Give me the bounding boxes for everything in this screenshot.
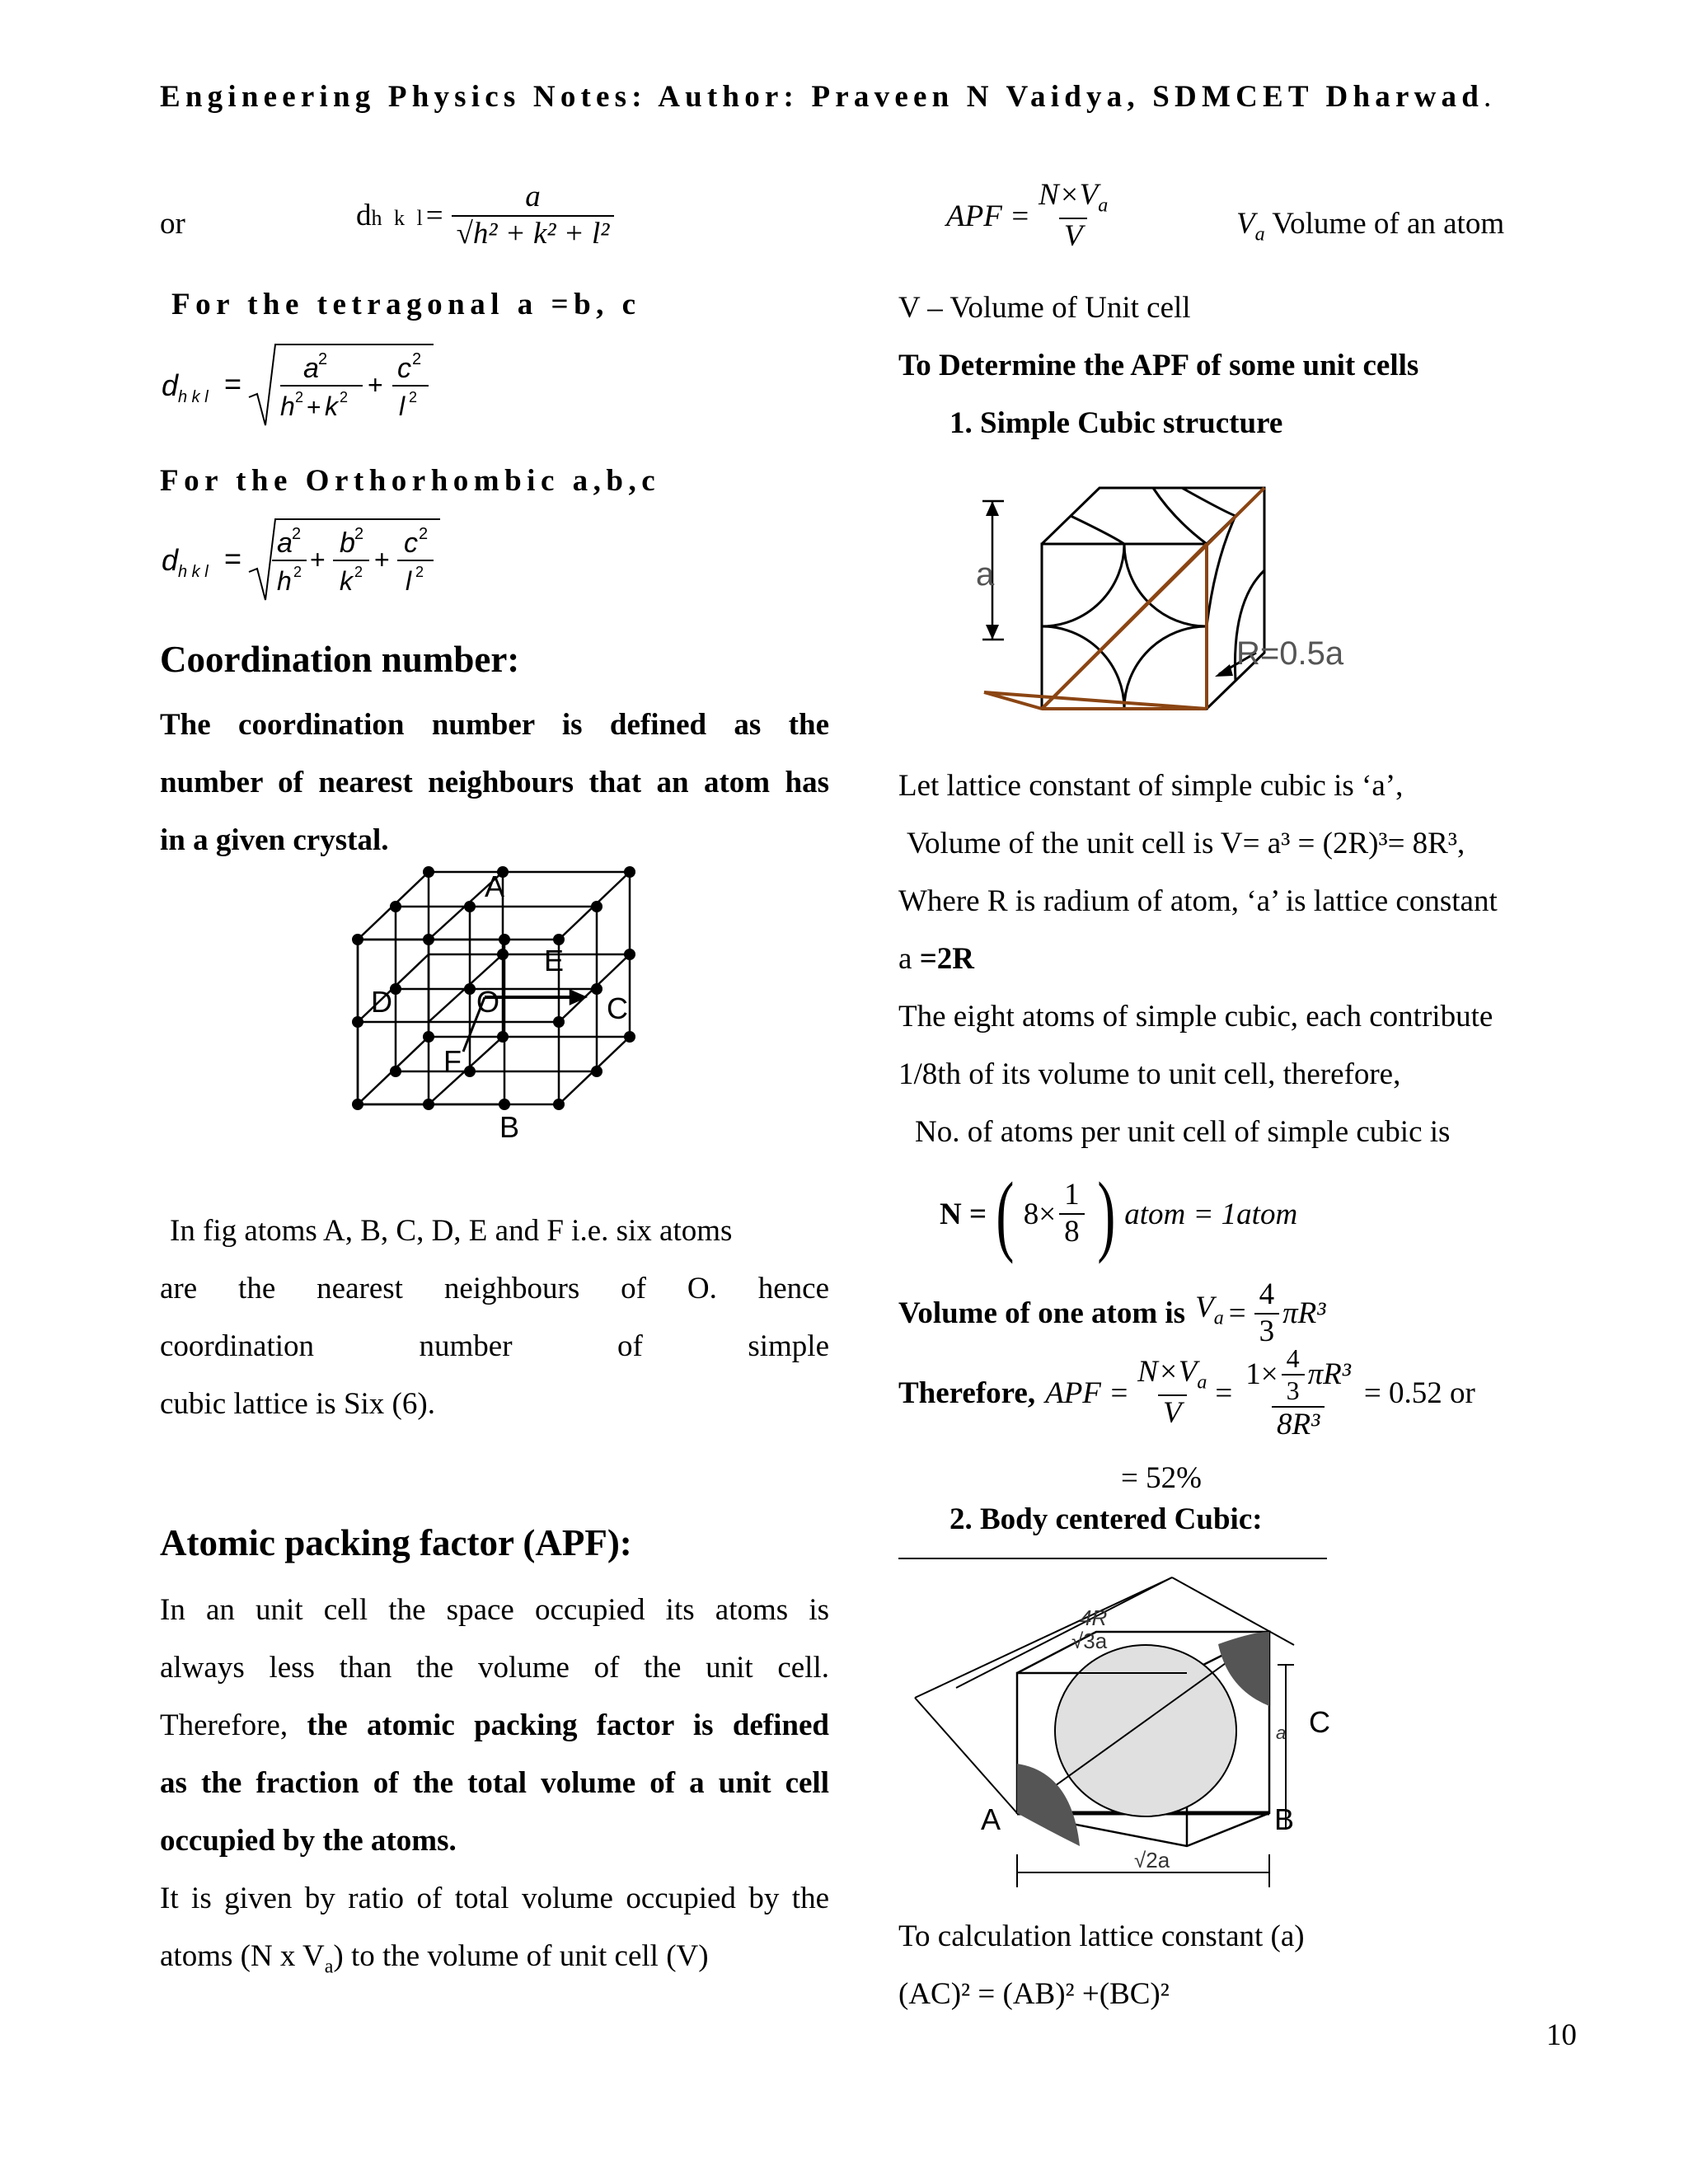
frac1-den-plus: +	[307, 394, 321, 421]
apf-line1: In an unit cell the space occupied its atoms is	[160, 1593, 829, 1627]
apf-heading: Atomic packing factor (APF):	[160, 1522, 632, 1563]
atom	[352, 1016, 363, 1028]
frac-b-den-exp: 2	[354, 564, 363, 580]
label-f: F	[443, 1044, 462, 1078]
n-fraction-den: 8	[1059, 1213, 1085, 1250]
let-line3: Where R is radium of atom, ‘a’ is lattice constant	[898, 884, 1498, 918]
therefore-frac1	[1132, 1355, 1212, 1432]
bcc-divider	[898, 1558, 1327, 1559]
tetragonal-heading: For the tetragonal a =b, c	[171, 288, 641, 321]
cubic-dhkl-fraction	[452, 180, 615, 251]
atom	[423, 1031, 434, 1043]
apf-formula-num: $N\times V_a$	[1039, 178, 1109, 217]
simple-cubic-title: 1. Simple Cubic structure	[950, 406, 1283, 440]
calc-line2: (AC)² = (AB)² +(BC)²	[898, 1977, 1170, 2011]
bcc-center-atom	[1055, 1645, 1236, 1816]
frac-a-num: a	[277, 527, 293, 559]
volume-fraction	[1254, 1277, 1280, 1349]
atom	[497, 1031, 509, 1043]
frac-b-den: k	[340, 566, 353, 596]
atom	[464, 1066, 476, 1077]
determine-heading: To Determine the APF of some unit cells	[898, 349, 1419, 382]
volume-va: $V_a$	[1195, 1291, 1224, 1329]
coordination-heading: Coordination number:	[160, 639, 520, 680]
sc-top-arc-3	[1182, 488, 1236, 516]
calc-line1: To calculation lattice constant (a)	[898, 1919, 1305, 1953]
volume-fraction-num: 4	[1259, 1277, 1275, 1311]
apf-simple-cubic-equation	[898, 1343, 1475, 1442]
let-line1: Let lattice constant of simple cubic is ‘a’,	[898, 769, 1404, 803]
therefore-apf: APF =	[1045, 1376, 1130, 1410]
dhkl-symbol: dh k l=	[356, 199, 443, 233]
simple-cubic-figure	[976, 478, 1388, 733]
n-rhs: atom = 1atom	[1124, 1197, 1298, 1231]
label-a: A	[485, 869, 505, 903]
frac1-den: h	[280, 391, 295, 421]
arrow-to-c-head	[570, 991, 585, 1004]
cubic-dhkl-numerator: a	[525, 180, 541, 213]
apf-line7-b: ) to the volume of unit cell (V)	[333, 1939, 709, 1973]
apf-line3	[160, 1706, 829, 1746]
va-subscript: a	[1254, 223, 1265, 246]
frac1-num: a	[303, 353, 319, 384]
sc-dim-arrow-bottom	[986, 625, 999, 640]
let-line4	[898, 940, 974, 979]
cubic-dhkl-denominator: √h² + k² + l²	[452, 215, 615, 252]
therefore-frac1-den: V	[1158, 1394, 1187, 1432]
label-d: D	[371, 985, 392, 1019]
frac1-den-exp2: 2	[340, 389, 349, 405]
atom	[499, 934, 510, 945]
formula-equals: =	[224, 367, 242, 401]
header-dot: .	[1483, 80, 1497, 114]
formula-equals: =	[224, 541, 242, 575]
sc-arc-br	[1124, 626, 1207, 709]
page-header	[160, 79, 1496, 115]
tetragonal-formula	[157, 340, 453, 430]
atom	[423, 934, 434, 945]
frac-c-num: c	[404, 527, 418, 559]
atom	[499, 1099, 510, 1110]
apf-line4: as the fraction of the total volume of a unit cell	[160, 1766, 829, 1800]
formula-d: d	[162, 368, 179, 402]
sc-radius-arrowhead	[1215, 664, 1233, 677]
volume-equals: =	[1228, 1296, 1246, 1330]
frac-a-den-exp: 2	[293, 564, 302, 580]
frac-c-den-exp: 2	[415, 564, 424, 580]
frac-c-den: l	[406, 566, 412, 596]
frac2-num: c	[397, 353, 411, 384]
bcc-label-4r: 4R	[1080, 1605, 1108, 1630]
let-line4-b: =2R	[919, 942, 974, 976]
apf-line5: occupied by the atoms.	[160, 1824, 457, 1858]
label-b: B	[499, 1110, 520, 1144]
atom	[624, 949, 635, 960]
va-symbol: V	[1236, 207, 1255, 241]
atom	[390, 901, 401, 912]
page-number: 10	[1546, 2018, 1577, 2052]
sc-arc-tl	[1042, 544, 1124, 626]
bcc-title: 2. Body centered Cubic:	[950, 1502, 1263, 1536]
atom	[553, 1016, 565, 1028]
apf-line6: It is given by ratio of total volume occupied by the	[160, 1882, 829, 1915]
left-paren: (	[996, 1164, 1015, 1264]
va-desc-text: Volume of an atom	[1272, 207, 1505, 241]
apf-line7	[160, 1937, 709, 1986]
plus-2: +	[374, 545, 390, 574]
atom	[591, 901, 603, 912]
coord-para-line2: are the nearest neighbours of O. hence	[160, 1272, 829, 1305]
apf-line3-a: Therefore,	[160, 1708, 288, 1742]
apf-line3-b: the atomic packing factor is defined	[307, 1708, 830, 1742]
apf-formula-lhs: APF =	[946, 199, 1031, 233]
orthorhombic-heading: For the Orthorhombic a,b,c	[160, 464, 661, 498]
n-lhs: N =	[940, 1197, 987, 1231]
n-eight-times: 8×	[1023, 1197, 1057, 1231]
therefore-frac2-num: 1× $\frac{4}{3}$ πR³	[1245, 1343, 1351, 1405]
or-label: or	[160, 207, 185, 241]
coord-para-line3: coordination number of simple	[160, 1329, 829, 1363]
header-text: Engineering Physics Notes: Author: Praveen N Vaidya, SDMCET Dharwad	[160, 80, 1484, 114]
let-line4-a: a	[898, 942, 912, 976]
n-fraction	[1059, 1178, 1085, 1249]
volume-one-atom	[898, 1277, 1325, 1349]
bcc-dim-left	[915, 1698, 1017, 1813]
sc-dim-arrow-top	[986, 501, 999, 516]
atom	[591, 983, 603, 995]
formula-d: d	[162, 543, 179, 577]
atom	[390, 1066, 401, 1077]
bcc-label-C: C	[1309, 1705, 1330, 1739]
atom	[553, 1099, 565, 1110]
frac1-den-exp1: 2	[295, 389, 304, 405]
frac-a-exp: 2	[292, 525, 302, 543]
right-paren: )	[1096, 1164, 1115, 1264]
atom	[464, 901, 476, 912]
plus-sign: +	[368, 370, 383, 400]
label-e: E	[544, 944, 565, 977]
formula-d-sub: h k l	[178, 563, 209, 581]
bcc-label-a: a	[1276, 1722, 1287, 1743]
sc-diag-face	[1042, 544, 1207, 709]
atom	[624, 866, 635, 878]
bcc-label-B: B	[1274, 1802, 1295, 1836]
frac2-den-exp: 2	[409, 389, 418, 405]
frac1-num-exp: 2	[318, 350, 328, 368]
atom	[591, 1066, 603, 1077]
let-line2: Volume of the unit cell is V= a³ = (2R)³= 8R³,	[907, 827, 1465, 860]
frac2-den: l	[399, 391, 406, 421]
atom	[352, 1099, 363, 1110]
sc-label-a: a	[976, 556, 995, 593]
therefore-label: Therefore,	[898, 1376, 1036, 1410]
therefore-frac1-num: $N\times V_a$	[1137, 1354, 1207, 1394]
volume-pi-r: πR³	[1282, 1296, 1326, 1330]
atom	[352, 934, 363, 945]
n-fraction-num: 1	[1064, 1178, 1080, 1212]
plus-1: +	[310, 545, 326, 574]
let-line5: The eight atoms of simple cubic, each contribute	[898, 1000, 1493, 1033]
atoms-per-cell-equation	[940, 1164, 1298, 1264]
apf-formula-den: V	[1059, 218, 1088, 255]
bcc-label-r3a: √3a	[1071, 1629, 1108, 1653]
therefore-frac2-den: 8R³	[1272, 1406, 1325, 1443]
frac1-den-k: k	[325, 391, 338, 421]
atom	[423, 1099, 434, 1110]
coord-def-line3: in a given crystal.	[160, 823, 389, 857]
frac-b-num: b	[340, 527, 355, 559]
let-line6: 1/8th of its volume to unit cell, therefore,	[898, 1057, 1401, 1091]
frac-b-exp: 2	[354, 525, 364, 543]
bcc-label-A: A	[981, 1802, 1001, 1836]
apf-formula	[946, 178, 1116, 255]
volume-atom-label: Volume of one atom is	[898, 1296, 1186, 1330]
therefore-result: = 0.52 or	[1363, 1376, 1475, 1410]
therefore-equals: =	[1215, 1376, 1233, 1410]
va-description	[1236, 204, 1504, 254]
apf-line2: always less than the volume of the unit cell.	[160, 1651, 829, 1685]
apf-line7-sub: a	[324, 1956, 334, 1978]
apf-percent: = 52%	[1121, 1461, 1202, 1495]
coord-para-line1: In fig atoms A, B, C, D, E and F i.e. six atoms	[170, 1214, 733, 1248]
therefore-frac2	[1240, 1343, 1356, 1442]
coord-para-line4: cubic lattice is Six (6).	[160, 1387, 435, 1421]
bcc-figure	[907, 1566, 1368, 1887]
bcc-label-r2a: √2a	[1134, 1848, 1170, 1872]
formula-d-sub: h k l	[178, 388, 209, 406]
frac-c-exp: 2	[419, 525, 429, 543]
cubic-dhkl-equation	[356, 180, 617, 251]
volume-fraction-den: 3	[1254, 1313, 1280, 1350]
apf-line7-a: atoms (N x V	[160, 1939, 325, 1973]
atom	[423, 866, 434, 878]
apf-formula-fraction	[1034, 178, 1113, 255]
sc-top-arc-1	[1071, 516, 1124, 544]
frac2-num-exp: 2	[412, 350, 422, 368]
atom-center	[464, 983, 476, 995]
coordination-lattice-figure	[346, 857, 659, 1162]
bcc-dim-right	[1172, 1577, 1294, 1645]
label-o: O	[476, 985, 500, 1019]
sc-label-r: R=0.5a	[1236, 635, 1344, 672]
orthorhombic-formula	[157, 514, 453, 605]
label-c: C	[607, 991, 628, 1025]
v-description: V – Volume of Unit cell	[898, 291, 1191, 325]
atom	[497, 949, 509, 960]
coord-def-line2: number of nearest neighbours that an atom has	[160, 766, 829, 799]
atom	[624, 1031, 635, 1043]
frac-a-den: h	[277, 566, 292, 596]
let-line7: No. of atoms per unit cell of simple cubic is	[915, 1115, 1451, 1149]
coord-def-line1: The coordination number is defined as the	[160, 708, 829, 742]
